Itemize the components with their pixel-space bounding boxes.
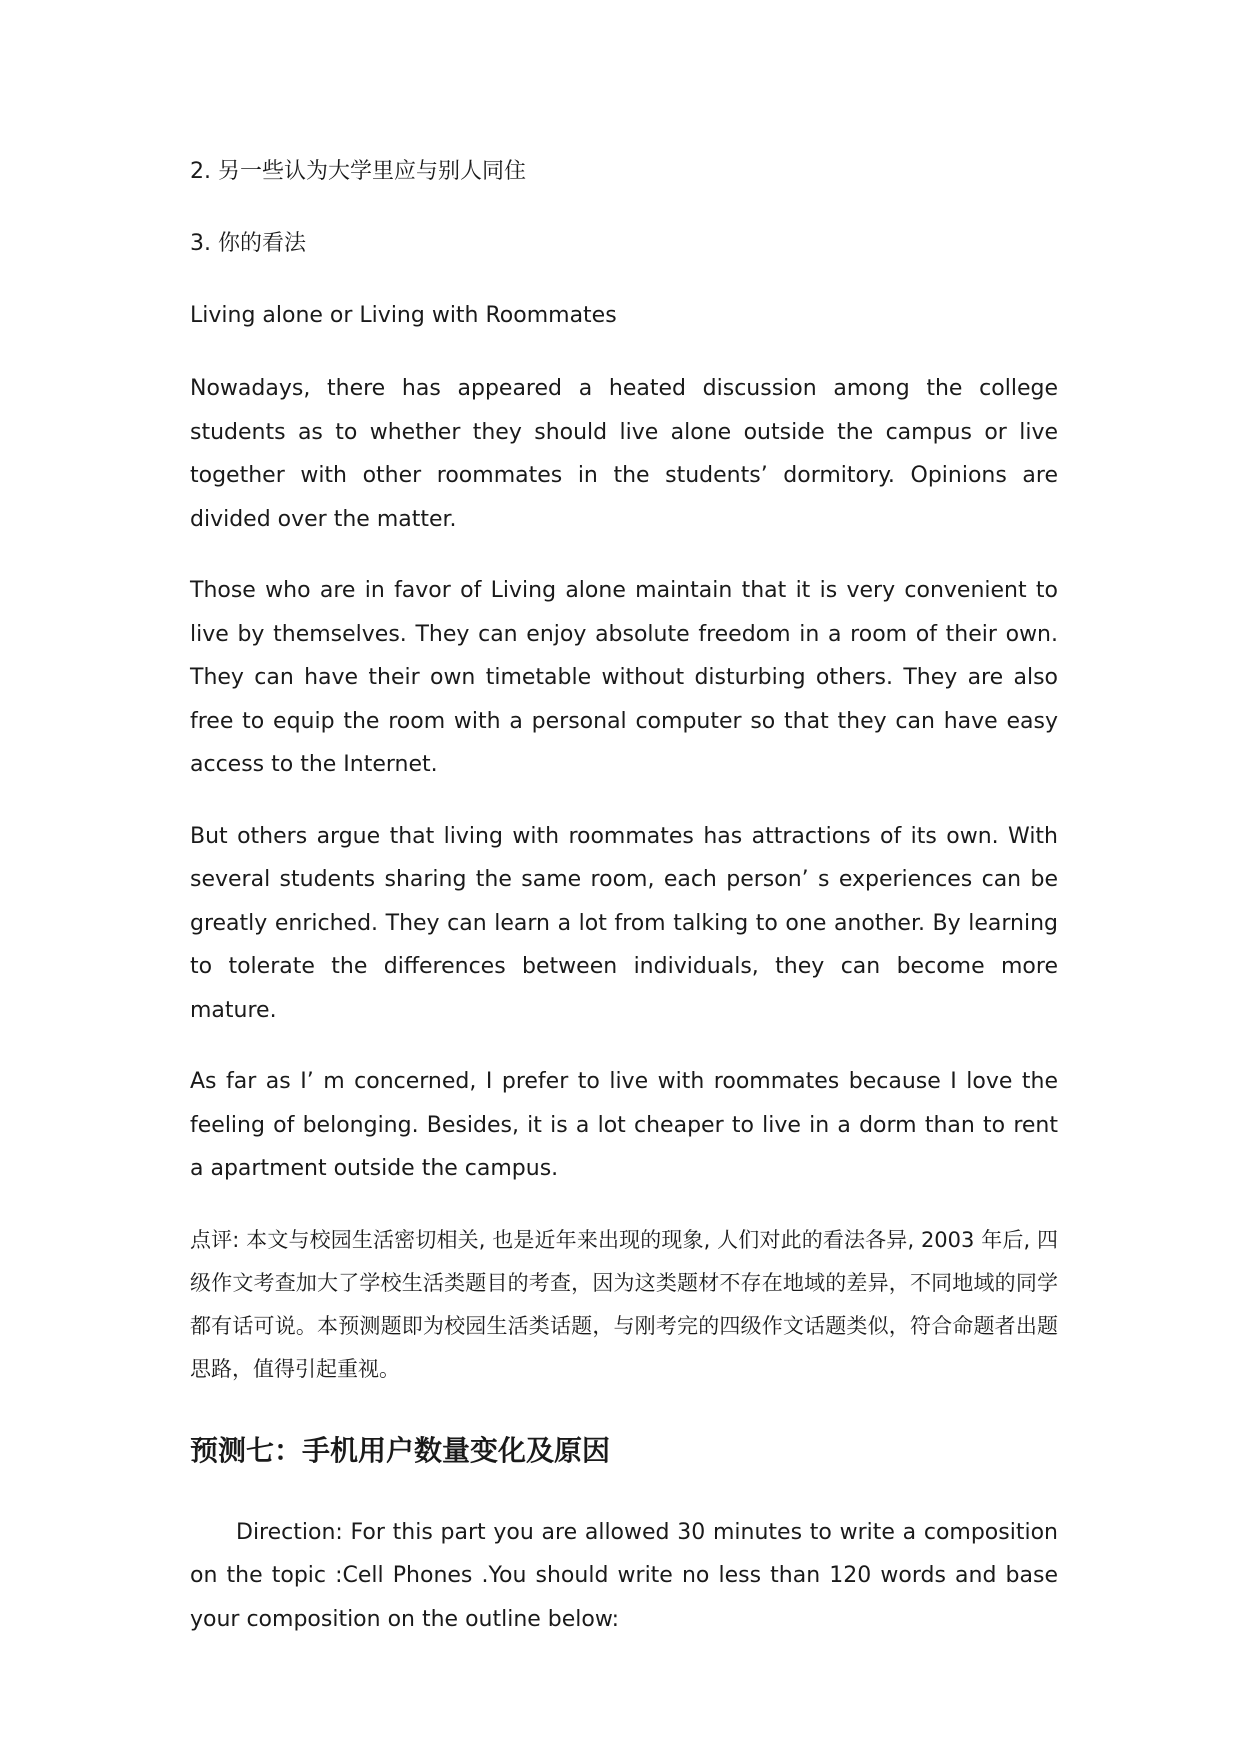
essay-paragraph-3: But others argue that living with roommates has attractions of its own. With several students sharing the same room, each person’ s experiences can be greatly enriched. They can learn a lot from talking to one another. By learning to tolerate the differences between individuals, they can become more mature. [190,823,1058,1023]
comment-paragraph: 点评: 本文与校园生活密切相关, 也是近年来出现的现象, 人们对此的看法各异, 2003 年后, 四级作文考查加大了学校生活类题目的考查，因为这类题材不存在地域的差异，不同地域的同学都有话可说。本预测题即为校园生活类话题，与刚考完的四级作文话题类似，符合命题者出题思路，值得引起重视。 [190,1227,1058,1381]
essay-paragraph-2: Those who are in favor of Living alone maintain that it is very convenient to live by themselves. They can enjoy absolute freedom in a room of their own. They can have their own timetable without disturbing others. They are also free to equip the room with a personal computer so that they can have easy access to the Internet. [190,578,1058,777]
essay-paragraph-1: Nowadays, there has appeared a heated discussion among the college students as to whether they should live alone outside the campus or live together with other roommates in the students’ dormitory. Opinions are divided over the matter. [190,376,1058,532]
direction-paragraph: Direction: For this part you are allowed 30 minutes to write a composition on the topic :Cell Phones .You should write no less than 120 words and base your composition on the outline below: [190,1519,1058,1632]
essay-title: Living alone or Living with Roommates [190,303,617,328]
page-content [190,158,1058,1669]
outline-item-2: 2. 另一些认为大学里应与别人同住 [190,159,526,184]
essay-paragraph-4: As far as I’ m concerned, I prefer to live with roommates because I love the feeling of belonging. Besides, it is a lot cheaper to live in a dorm than to rent a apartment outside the campus. [190,1069,1058,1181]
section-heading: 预测七：手机用户数量变化及原因 [190,1433,611,1467]
outline-item-3: 3. 你的看法 [190,231,306,256]
